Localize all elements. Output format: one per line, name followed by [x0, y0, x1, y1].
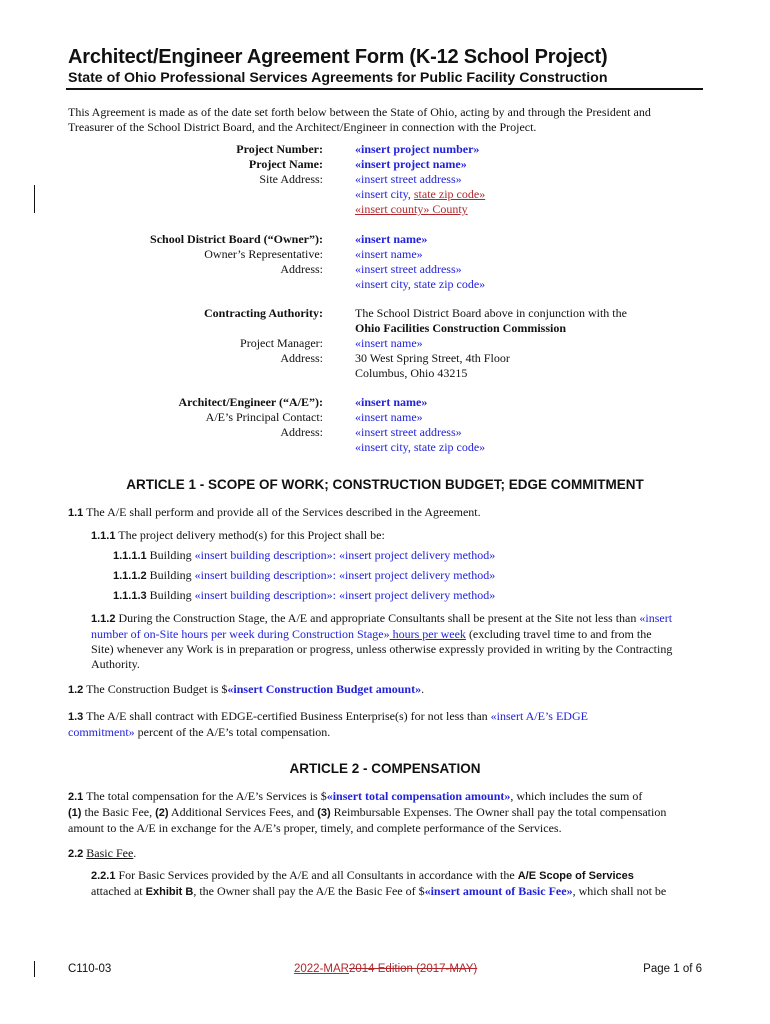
scope-reference: A/E Scope of Services	[517, 870, 634, 882]
contracting-authority-label: Contracting Authority:	[204, 306, 323, 320]
building-description-field[interactable]: «insert building description»: «insert project delivery method»	[194, 568, 496, 582]
school-board-label: School District Board (“Owner”):	[150, 232, 323, 246]
construction-budget-field[interactable]: «insert Construction Budget amount»	[227, 682, 422, 696]
basic-fee-field[interactable]: «insert amount of Basic Fee»	[424, 884, 573, 898]
section-number: 2.2.1	[91, 870, 116, 882]
total-compensation-field[interactable]: «insert total compensation amount»	[326, 789, 511, 803]
section-text: Reimbursable Expenses. The Owner shall pay the total compensation	[330, 805, 667, 819]
section-number: 1.2	[68, 684, 84, 696]
ae-city-field[interactable]: «insert city, state zip code»	[355, 440, 486, 454]
delivery-item	[113, 588, 713, 604]
item-lead: Building	[146, 568, 195, 582]
ae-name-field[interactable]: «insert name»	[355, 395, 428, 409]
authority-street: 30 West Spring Street, 4th Floor	[355, 351, 510, 365]
section-1-1-2	[91, 611, 711, 672]
section-text: .	[421, 682, 425, 696]
building-description-field[interactable]: «insert building description»: «insert project delivery method»	[194, 588, 496, 602]
onsite-hours-field-cont[interactable]: number of on-Site hours per week during Construction Stage»	[91, 627, 390, 641]
section-2-2-1	[91, 868, 711, 900]
item-lead: Building	[146, 588, 195, 602]
owner-rep-field[interactable]: «insert name»	[355, 247, 423, 261]
section-number: 1.1.1	[91, 530, 116, 542]
section-2-2	[68, 846, 708, 862]
delivery-item	[113, 568, 713, 584]
section-text: For Basic Services provided by the A/E and all Consultants in accordance with the	[115, 868, 518, 882]
item-number: 1.1.1.1	[113, 550, 147, 562]
ae-label: Architect/Engineer (“A/E”):	[178, 395, 323, 409]
project-manager-field[interactable]: «insert name»	[355, 336, 423, 350]
section-text: The A/E shall perform and provide all of the Services described in the Agreement.	[83, 505, 481, 519]
section-1-1	[68, 505, 708, 521]
project-name-label: Project Name:	[248, 157, 323, 171]
edge-commitment-field[interactable]: «insert A/E’s EDGE	[490, 709, 588, 723]
section-text: The Construction Budget is $	[83, 682, 228, 696]
page-number: Page 1 of 6	[643, 963, 702, 975]
project-number-field[interactable]: «insert project number»	[355, 142, 480, 156]
section-text: attached at	[91, 884, 146, 898]
owner-city-field[interactable]: «insert city, state zip code»	[355, 277, 486, 291]
section-number: 1.3	[68, 711, 84, 723]
onsite-hours-field[interactable]: «insert	[639, 611, 673, 625]
intro-paragraph	[68, 105, 708, 135]
list-marker: (1)	[68, 807, 82, 819]
section-1-3	[68, 709, 708, 740]
city-state-revision: state	[413, 187, 436, 201]
section-text: Additional Services Fees, and	[168, 805, 318, 819]
county-insert-revision: «insert	[355, 202, 391, 216]
project-number-label: Project Number:	[236, 142, 323, 156]
ae-street-field[interactable]: «insert street address»	[355, 425, 462, 439]
section-text: the Basic Fee,	[81, 805, 156, 819]
item-number: 1.1.1.2	[113, 570, 147, 582]
section-number: 1.1	[68, 507, 84, 519]
edge-commitment-field-cont[interactable]: commitment»	[68, 725, 135, 739]
section-text: , which shall not be	[572, 884, 667, 898]
county-name-revision: county» County	[390, 202, 468, 216]
section-number: 2.2	[68, 848, 84, 860]
school-board-field[interactable]: «insert name»	[355, 232, 428, 246]
section-text: The project delivery method(s) for this Project shall be:	[115, 528, 385, 542]
item-number: 1.1.1.3	[113, 590, 147, 602]
building-description-field[interactable]: «insert building description»: «insert project delivery method»	[194, 548, 496, 562]
ae-contact-field[interactable]: «insert name»	[355, 410, 423, 424]
owner-street-field[interactable]: «insert street address»	[355, 262, 462, 276]
project-name-field[interactable]: «insert project name»	[355, 157, 467, 171]
article-2-heading: ARTICLE 2 - COMPENSATION	[289, 761, 481, 776]
authority-address-label: Address:	[280, 351, 323, 365]
site-address-label: Site Address:	[259, 172, 323, 186]
site-street-field[interactable]: «insert street address»	[355, 172, 462, 186]
section-text: The A/E shall contract with EDGE-certified Business Enterprise(s) for not less than	[83, 709, 491, 723]
intro-line: Treasurer of the School District Board, and the Architect/Engineer in connection with the Project.	[68, 120, 537, 134]
ae-address-label: Address:	[280, 425, 323, 439]
list-marker: (2)	[155, 807, 169, 819]
section-1-1-1	[91, 528, 711, 544]
section-text: percent of the A/E’s total compensation.	[134, 725, 331, 739]
edition-new: 2022-MAR	[294, 963, 349, 975]
list-marker: (3)	[317, 807, 331, 819]
site-city-field[interactable]	[355, 187, 485, 202]
edition-label	[294, 963, 477, 975]
ae-contact-label: A/E’s Principal Contact:	[205, 410, 323, 424]
delivery-item	[113, 548, 713, 564]
change-bar-bottom	[34, 961, 35, 977]
section-2-1	[68, 789, 708, 836]
change-bar-top	[34, 185, 35, 213]
section-text: During the Construction Stage, the A/E and appropriate Consultants shall be present at the Site not less than	[115, 611, 640, 625]
document-subtitle: State of Ohio Professional Services Agreements for Public Facility Construction	[68, 70, 608, 86]
section-text: , the Owner shall pay the A/E the Basic Fee of $	[193, 884, 425, 898]
city-prefix: «insert city,	[355, 187, 414, 201]
city-zip-revision: zip code»	[435, 187, 486, 201]
document-title: Architect/Engineer Agreement Form (K-12 School Project)	[68, 46, 608, 68]
section-heading: Basic Fee	[86, 846, 134, 860]
intro-line: This Agreement is made as of the date set forth below between the State of Ohio, acting by and through the President and	[68, 105, 651, 119]
section-text: , which includes the sum of	[510, 789, 643, 803]
section-text: amount to the A/E in exchange for the A/E’s proper, timely, and complete performance of the Services.	[68, 821, 562, 835]
item-lead: Building	[146, 548, 195, 562]
article-1-heading: ARTICLE 1 - SCOPE OF WORK; CONSTRUCTION BUDGET; EDGE COMMITMENT	[126, 477, 644, 492]
section-number: 2.1	[68, 791, 84, 803]
section-text: The total compensation for the A/E’s Services is $	[83, 789, 327, 803]
project-manager-label: Project Manager:	[240, 336, 323, 350]
title-rule	[66, 88, 703, 90]
site-county-field[interactable]	[355, 202, 468, 217]
authority-line: The School District Board above in conjunction with the	[355, 306, 627, 320]
exhibit-reference: Exhibit B	[145, 886, 194, 898]
section-number: 1.1.2	[91, 613, 116, 625]
authority-city: Columbus, Ohio 43215	[355, 366, 468, 380]
hours-per-week-revision: hours per week	[389, 627, 466, 641]
authority-commission: Ohio Facilities Construction Commission	[355, 321, 567, 335]
section-text: Site) whenever any Work is in preparation or progress, unless otherwise expressly provided in writing by the Contracting	[91, 642, 673, 656]
section-1-2	[68, 682, 708, 698]
section-text: (excluding travel time to and from the	[465, 627, 652, 641]
owner-address-label: Address:	[280, 262, 323, 276]
section-text: .	[133, 846, 137, 860]
owner-rep-label: Owner’s Representative:	[204, 247, 323, 261]
section-text: Authority.	[91, 657, 140, 671]
edition-old: 2014 Edition (2017-MAY)	[348, 963, 478, 975]
form-id: C110-03	[68, 963, 112, 975]
